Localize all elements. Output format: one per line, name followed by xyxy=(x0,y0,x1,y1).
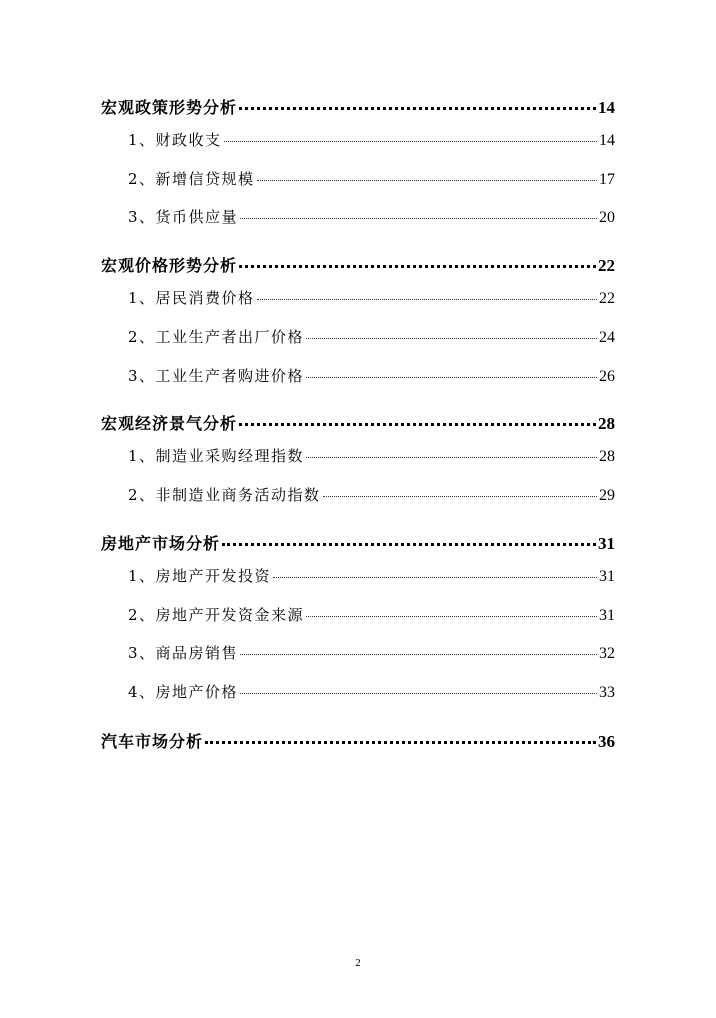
toc-item-fiscal[interactable] xyxy=(128,129,615,150)
toc-title: 2、新增信贷规模 xyxy=(128,170,255,188)
toc-title: 汽车市场分析 xyxy=(101,732,204,751)
toc-title: 4、房地产价格 xyxy=(128,683,239,701)
dot-leader xyxy=(239,423,596,426)
toc-title: 3、工业生产者购进价格 xyxy=(128,367,305,385)
toc-section-price[interactable] xyxy=(101,253,615,276)
dot-leader xyxy=(222,543,596,546)
dot-leader xyxy=(239,265,596,268)
toc-title: 宏观价格形势分析 xyxy=(101,256,238,275)
toc-page-number: 29 xyxy=(599,487,615,504)
toc-title: 2、房地产开发资金来源 xyxy=(128,606,305,624)
toc-title: 1、制造业采购经理指数 xyxy=(128,447,305,465)
dot-leader xyxy=(224,141,597,142)
toc-title: 房地产市场分析 xyxy=(101,534,221,553)
toc-section-policy[interactable] xyxy=(101,95,615,118)
toc-page-number: 28 xyxy=(598,414,615,433)
toc-page-number: 31 xyxy=(598,534,615,553)
toc-title: 1、居民消费价格 xyxy=(128,289,255,307)
dot-leader xyxy=(323,496,597,497)
toc-section-real-estate[interactable] xyxy=(101,531,615,554)
toc-page-number: 20 xyxy=(599,209,615,226)
dot-leader xyxy=(306,377,597,378)
toc-page-number: 22 xyxy=(598,256,615,275)
toc-page-number: 31 xyxy=(599,568,615,585)
dot-leader xyxy=(239,107,596,110)
toc-item-housing-prices[interactable] xyxy=(128,681,615,702)
toc-page-number: 14 xyxy=(598,98,615,117)
toc-section-auto-market[interactable] xyxy=(101,729,615,752)
dot-leader xyxy=(273,577,597,578)
toc-page-number: 17 xyxy=(599,171,615,188)
dot-leader xyxy=(306,457,597,458)
toc-title: 宏观经济景气分析 xyxy=(101,414,238,433)
dot-leader xyxy=(306,616,597,617)
toc-page-number: 28 xyxy=(599,448,615,465)
toc-item-credit[interactable] xyxy=(128,168,615,189)
toc-title: 1、房地产开发投资 xyxy=(128,567,272,585)
toc-page-number: 33 xyxy=(599,684,615,701)
toc-title: 3、商品房销售 xyxy=(128,644,239,662)
toc-page-number: 22 xyxy=(599,290,615,307)
toc-item-funding-sources[interactable] xyxy=(128,604,615,625)
dot-leader xyxy=(306,338,597,339)
toc-page-number: 26 xyxy=(599,368,615,385)
toc-section-climate[interactable] xyxy=(101,411,615,434)
toc-item-manufacturing-pmi[interactable] xyxy=(128,445,615,466)
toc-item-non-manufacturing[interactable] xyxy=(128,484,615,505)
toc-title: 宏观政策形势分析 xyxy=(101,98,238,117)
toc-title: 2、工业生产者出厂价格 xyxy=(128,328,305,346)
toc-page-number: 32 xyxy=(599,645,615,662)
toc-page-number: 31 xyxy=(599,607,615,624)
toc-item-housing-sales[interactable] xyxy=(128,642,615,663)
toc-page-number: 36 xyxy=(598,732,615,751)
toc-title: 2、非制造业商务活动指数 xyxy=(128,486,321,504)
toc-item-investment[interactable] xyxy=(128,565,615,586)
dot-leader xyxy=(257,299,597,300)
toc-title: 3、货币供应量 xyxy=(128,208,239,226)
toc-title: 1、财政收支 xyxy=(128,131,222,149)
dot-leader xyxy=(240,693,597,694)
toc-item-ppi[interactable] xyxy=(128,326,615,347)
toc-page-number: 24 xyxy=(599,329,615,346)
page-number: 2 xyxy=(355,957,361,969)
toc-page-number: 14 xyxy=(599,132,615,149)
dot-leader xyxy=(240,218,597,219)
dot-leader xyxy=(240,654,597,655)
toc-item-purchase-price[interactable] xyxy=(128,365,615,386)
toc-item-money-supply[interactable] xyxy=(128,206,615,227)
dot-leader xyxy=(257,180,597,181)
dot-leader xyxy=(205,741,596,744)
toc-item-cpi[interactable] xyxy=(128,287,615,308)
